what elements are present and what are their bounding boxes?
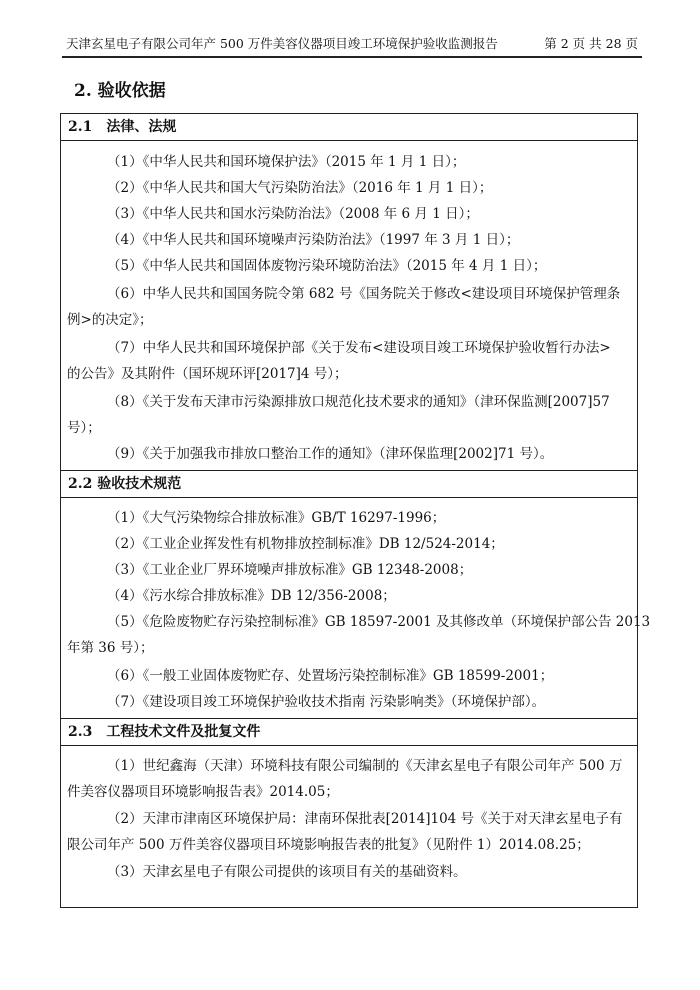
list-item: （2）天津市津南区环境保护局：津南环保批表[2014]104 号《关于对天津玄星电子有 限公司年产 500 万件美容仪器项目环境影响报告表的批复》（见附件 1）2014.08.25；	[67, 811, 623, 853]
section-title: 2. 验收依据	[74, 81, 166, 101]
list-item: （5）《危险废物贮存污染控制标准》GB 18597-2001 及其修改单（环境保护部公告 2013 年第 36 号）；	[67, 614, 651, 656]
list-item: （5）《中华人民共和国固体废物污染环境防治法》（2015 年 4 月 1 日）；	[107, 258, 547, 274]
list-item: （2）《中华人民共和国大气污染防治法》（2016 年 1 月 1 日）；	[107, 180, 493, 196]
list-item: （8）《关于发布天津市污染源排放口规范化技术要求的通知》（津环保监测[2007]57 号）；	[67, 394, 610, 436]
list-item: （6）《一般工业固体废物贮存、处置场污染控制标准》GB 18599-2001；	[107, 668, 554, 684]
list-item: （7）《建设项目竣工环境保护验收技术指南 污染影响类》（环境保护部）。	[107, 694, 546, 710]
header-title: 天津玄星电子有限公司年产 500 万件美容仪器项目竣工环境保护验收监测报告	[66, 36, 498, 51]
list-item: （4）《污水综合排放标准》DB 12/356-2008；	[107, 588, 396, 604]
list-item: （7）中华人民共和国环境保护部《关于发布<建设项目竣工环境保护验收暂行办法> 的公告》及其附件（国环规环评[2017]4 号）；	[67, 340, 611, 382]
content-frame	[60, 113, 651, 908]
list-item: （3）《工业企业厂界环境噪声排放标准》GB 12348-2008；	[107, 562, 473, 578]
subsection-heading-laws	[61, 114, 637, 141]
page-header	[62, 34, 642, 58]
list-item: （4）《中华人民共和国环境噪声污染防治法》（1997 年 3 月 1 日）；	[107, 232, 520, 248]
subsection-heading-documents	[61, 718, 637, 746]
list-item: （3）《中华人民共和国水污染防治法》（2008 年 6 月 1 日）；	[107, 206, 479, 222]
subsection-heading-text: 2.3 工程技术文件及批复文件	[68, 724, 261, 740]
subsection-heading-text: 2.1 法律、法规	[68, 119, 177, 135]
page-number: 第 2 页 共 28 页	[544, 36, 638, 51]
list-item: （3）天津玄星电子有限公司提供的该项目有关的基础资料。	[107, 864, 467, 880]
list-item: （1）《大气污染物综合排放标准》GB/T 16297-1996；	[107, 510, 446, 526]
list-item: （9）《关于加强我市排放口整治工作的通知》（津环保监理[2002]71 号）。	[107, 446, 554, 462]
list-item: （1）世纪鑫海（天津）环境科技有限公司编制的《天津玄星电子有限公司年产 500 万 件美容仪器项目环境影响报告表》2014.05；	[67, 758, 623, 800]
subsection-heading-text: 2.2 验收技术规范	[68, 476, 182, 492]
list-item: （2）《工业企业挥发性有机物排放控制标准》DB 12/524-2014；	[107, 536, 504, 552]
list-item: （6）中华人民共和国国务院令第 682 号《国务院关于修改<建设项目环境保护管理条 例>的决定》；	[67, 286, 621, 328]
subsection-heading-standards	[61, 470, 637, 498]
list-item: （1）《中华人民共和国环境保护法》（2015 年 1 月 1 日）；	[107, 154, 466, 170]
